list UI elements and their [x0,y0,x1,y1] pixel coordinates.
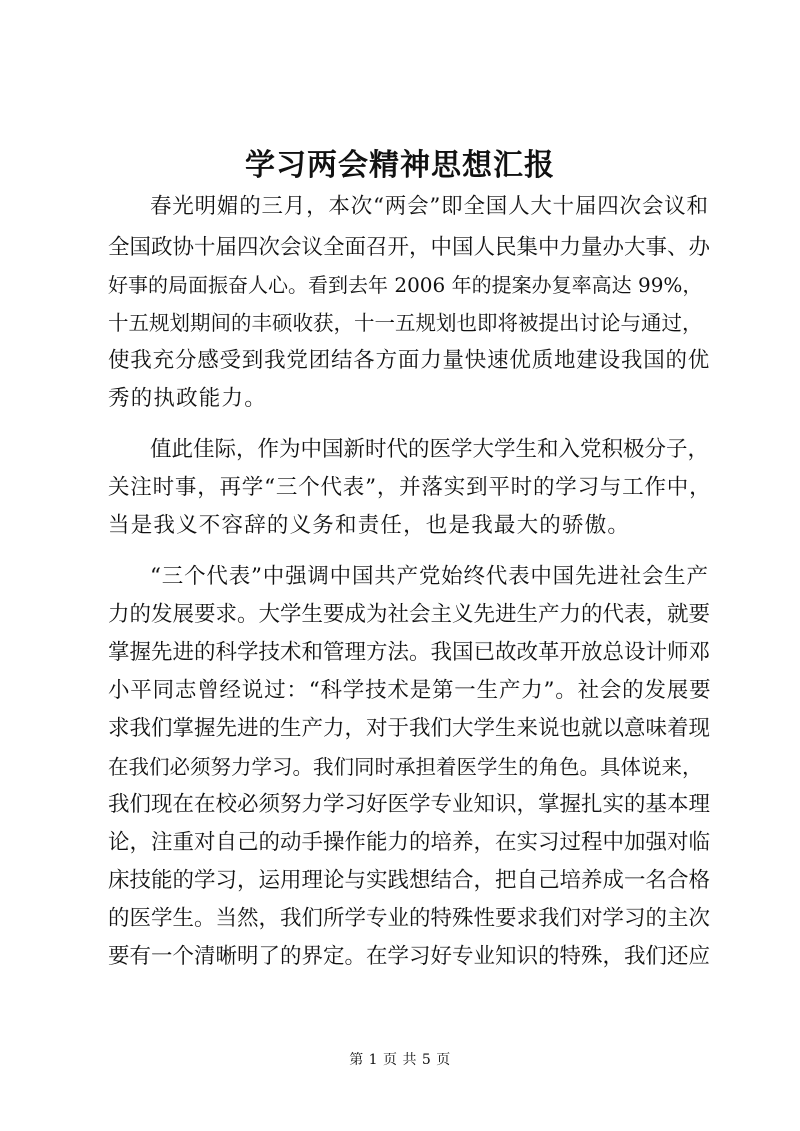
text-line: 掌握先进的科学技术和管理方法。我国已故改革开放总设计师邓 [108,640,711,665]
text-line: 力的发展要求。大学生要成为社会主义先进生产力的代表，就要 [108,602,711,627]
text-line: 值此佳际，作为中国新时代的医学大学生和入党积极分子， [150,437,710,462]
text-line: 使我充分感受到我党团结各方面力量快速优质地建设我国的优 [108,348,711,373]
text-line: 全国政协十届四次会议全面召开，中国人民集中力量办大事、办 [108,235,711,260]
text-line: 要有一个清晰明了的界定。在学习好专业知识的特殊，我们还应 [108,944,711,969]
text-line: 十五规划期间的丰硕收获，十一五规划也即将被提出讨论与通过， [108,311,703,335]
text-line: 求我们掌握先进的生产力，对于我们大学生来说也就以意味着现 [108,716,711,741]
text-line: 秀的执政能力。 [108,386,267,411]
text-line: “三个代表”中强调中国共产党始终代表中国先进社会生产 [150,564,709,589]
document-title: 学习两会精神思想汇报 [245,148,555,183]
text-line: 当是我义不容辞的义务和责任，也是我最大的骄傲。 [108,513,631,538]
text-line: 我们现在在校必须努力学习好医学专业知识，掌握扎实的基本理 [108,792,711,817]
page-number: 第 1 页 共 5 页 [349,1052,451,1068]
text-line: 论，注重对自己的动手操作能力的培养，在实习过程中加强对临 [108,830,711,855]
text-line: 在我们必须努力学习。我们同时承担着医学生的角色。具体说来， [108,755,703,779]
text-line: 床技能的学习，运用理论与实践想结合，把自己培养成一名合格 [108,868,711,893]
text-line: 小平同志曾经说过：“科学技术是第一生产力”。社会的发展要 [108,678,712,703]
text-line: 好事的局面振奋人心。看到去年 2006 年的提案办复率高达 99%， [108,273,703,297]
text-line: 春光明媚的三月，本次“两会”即全国人大十届四次会议和 [150,194,709,219]
text-line: 的医学生。当然，我们所学专业的特殊性要求我们对学习的主次 [108,906,711,931]
text-line: 关注时事，再学“三个代表”，并落实到平时的学习与工作中， [108,475,712,500]
